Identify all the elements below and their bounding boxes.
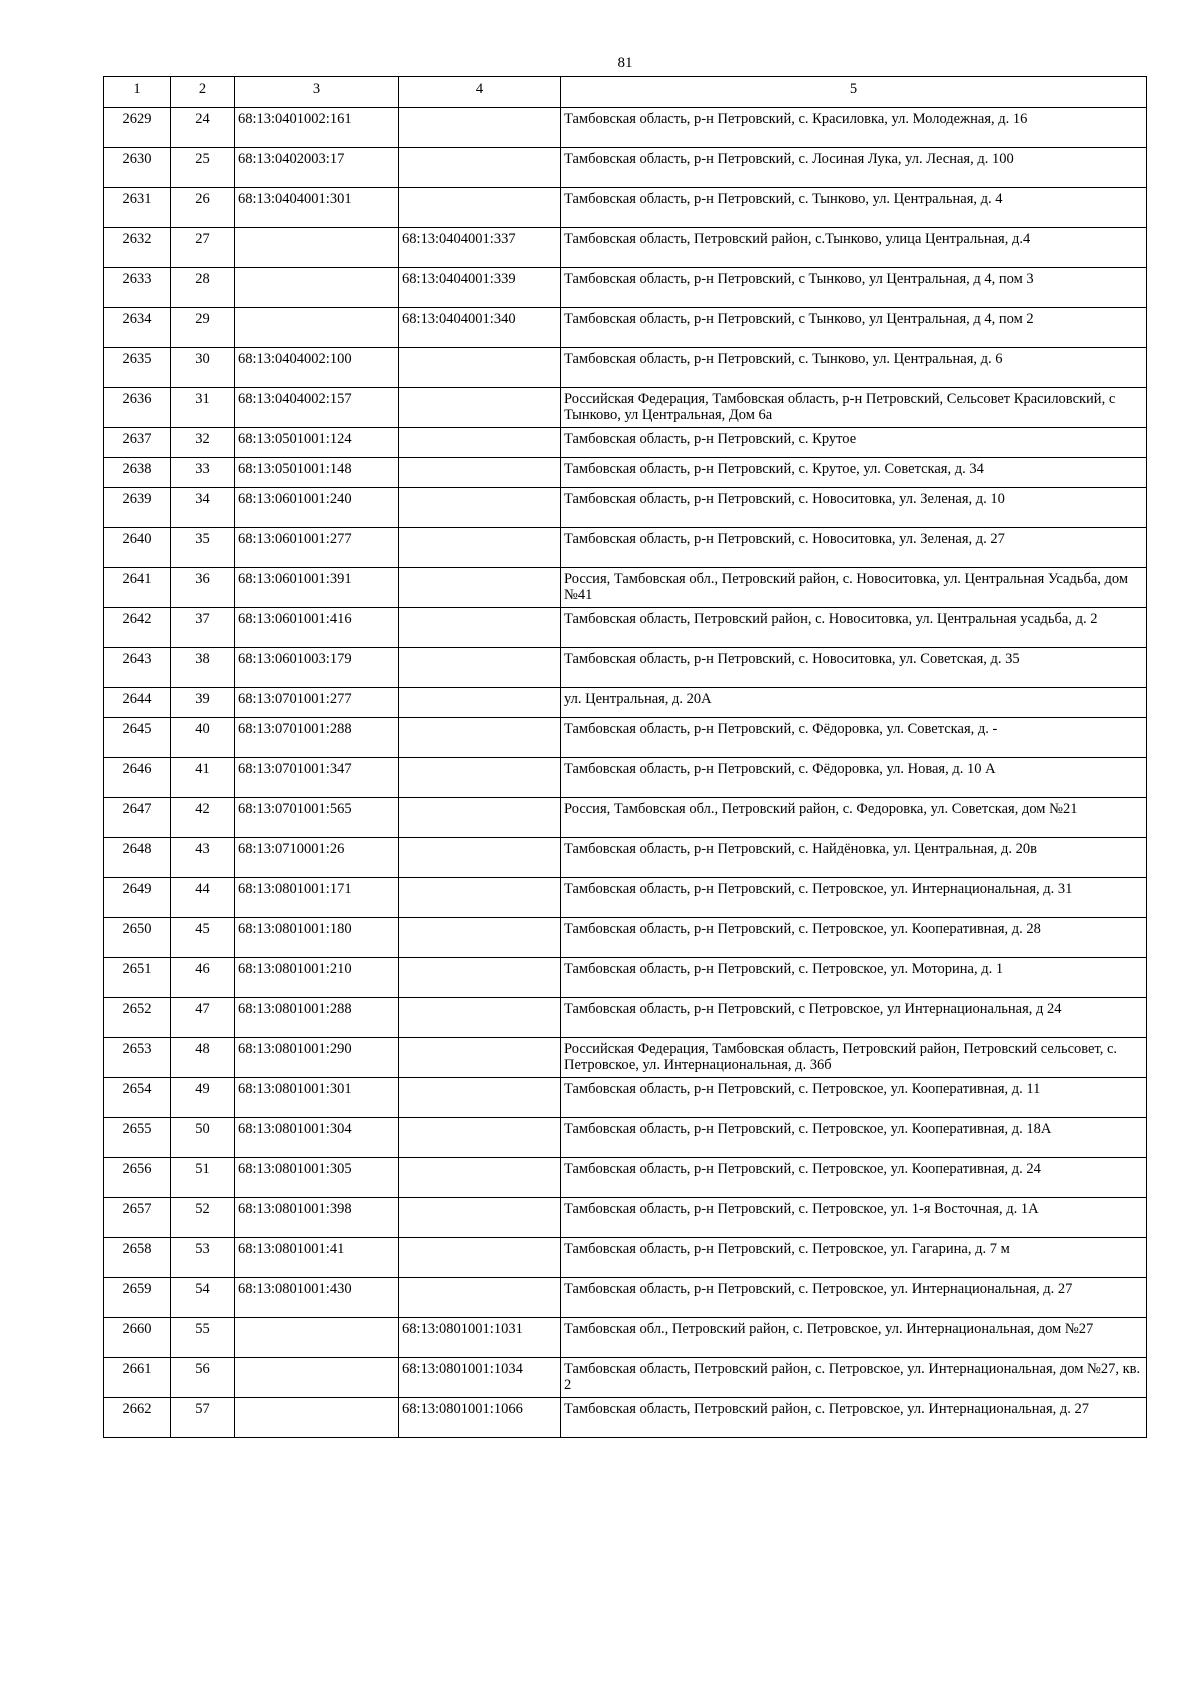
row-number-cell: 2637 bbox=[104, 428, 171, 458]
item-index-cell: 31 bbox=[171, 388, 235, 428]
cadastral-number-cell: 68:13:0404002:100 bbox=[235, 348, 399, 388]
row-number-cell: 2653 bbox=[104, 1038, 171, 1078]
address-cell: ул. Центральная, д. 20А bbox=[561, 688, 1147, 718]
address-cell: Тамбовская область, р-н Петровский, с. Новоситовка, ул. Советская, д. 35 bbox=[561, 648, 1147, 688]
cadastral-number-alt-cell bbox=[399, 1198, 561, 1238]
row-number-cell: 2629 bbox=[104, 108, 171, 148]
item-index-cell: 36 bbox=[171, 568, 235, 608]
row-number-cell: 2647 bbox=[104, 798, 171, 838]
address-cell: Россия, Тамбовская обл., Петровский район, с. Новоситовка, ул. Центральная Усадьба, дом №41 bbox=[561, 568, 1147, 608]
table-row bbox=[104, 718, 1147, 758]
row-number-cell: 2655 bbox=[104, 1118, 171, 1158]
item-index-cell: 33 bbox=[171, 458, 235, 488]
cadastral-number-alt-cell bbox=[399, 1078, 561, 1118]
address-cell: Тамбовская область, Петровский район, с.Тынково, улица Центральная, д.4 bbox=[561, 228, 1147, 268]
row-number-cell: 2643 bbox=[104, 648, 171, 688]
cadastral-number-cell: 68:13:0701001:347 bbox=[235, 758, 399, 798]
header-cell: 2 bbox=[171, 77, 235, 108]
cadastral-number-alt-cell bbox=[399, 918, 561, 958]
row-number-cell: 2657 bbox=[104, 1198, 171, 1238]
item-index-cell: 28 bbox=[171, 268, 235, 308]
cadastral-number-cell bbox=[235, 1318, 399, 1358]
cadastral-number-cell: 68:13:0601001:416 bbox=[235, 608, 399, 648]
registry-table bbox=[103, 76, 1147, 1438]
table-row bbox=[104, 388, 1147, 428]
row-number-cell: 2659 bbox=[104, 1278, 171, 1318]
row-number-cell: 2632 bbox=[104, 228, 171, 268]
item-index-cell: 25 bbox=[171, 148, 235, 188]
address-cell: Тамбовская область, р-н Петровский, с. Петровское, ул. Интернациональная, д. 31 bbox=[561, 878, 1147, 918]
table-row bbox=[104, 798, 1147, 838]
cadastral-number-cell bbox=[235, 1398, 399, 1438]
table-row bbox=[104, 1118, 1147, 1158]
row-number-cell: 2635 bbox=[104, 348, 171, 388]
item-index-cell: 45 bbox=[171, 918, 235, 958]
table-row bbox=[104, 308, 1147, 348]
address-cell: Тамбовская область, р-н Петровский, с. Фёдоровка, ул. Новая, д. 10 А bbox=[561, 758, 1147, 798]
item-index-cell: 38 bbox=[171, 648, 235, 688]
header-cell: 4 bbox=[399, 77, 561, 108]
address-cell: Тамбовская область, р-н Петровский, с. Крутое, ул. Советская, д. 34 bbox=[561, 458, 1147, 488]
cadastral-number-alt-cell bbox=[399, 718, 561, 758]
table-row bbox=[104, 108, 1147, 148]
row-number-cell: 2630 bbox=[104, 148, 171, 188]
cadastral-number-alt-cell: 68:13:0801001:1066 bbox=[399, 1398, 561, 1438]
cadastral-number-cell: 68:13:0710001:26 bbox=[235, 838, 399, 878]
cadastral-number-alt-cell bbox=[399, 878, 561, 918]
address-cell: Тамбовская область, р-н Петровский, с. Крутое bbox=[561, 428, 1147, 458]
item-index-cell: 56 bbox=[171, 1358, 235, 1398]
address-cell: Тамбовская область, р-н Петровский, с. Петровское, ул. Кооперативная, д. 18А bbox=[561, 1118, 1147, 1158]
item-index-cell: 40 bbox=[171, 718, 235, 758]
table-row bbox=[104, 1318, 1147, 1358]
table-row bbox=[104, 488, 1147, 528]
address-cell: Тамбовская область, р-н Петровский, с. Найдёновка, ул. Центральная, д. 20в bbox=[561, 838, 1147, 878]
cadastral-number-alt-cell bbox=[399, 1118, 561, 1158]
address-cell: Тамбовская область, р-н Петровский, с Петровское, ул Интернациональная, д 24 bbox=[561, 998, 1147, 1038]
cadastral-number-alt-cell bbox=[399, 528, 561, 568]
table-row bbox=[104, 1398, 1147, 1438]
row-number-cell: 2639 bbox=[104, 488, 171, 528]
table-body bbox=[104, 108, 1147, 1438]
item-index-cell: 48 bbox=[171, 1038, 235, 1078]
cadastral-number-cell: 68:13:0401002:161 bbox=[235, 108, 399, 148]
table-row bbox=[104, 918, 1147, 958]
row-number-cell: 2640 bbox=[104, 528, 171, 568]
cadastral-number-alt-cell bbox=[399, 1038, 561, 1078]
header-cell: 5 bbox=[561, 77, 1147, 108]
cadastral-number-alt-cell bbox=[399, 958, 561, 998]
item-index-cell: 50 bbox=[171, 1118, 235, 1158]
table-row bbox=[104, 1078, 1147, 1118]
table-row bbox=[104, 608, 1147, 648]
header-cell: 1 bbox=[104, 77, 171, 108]
cadastral-number-alt-cell bbox=[399, 148, 561, 188]
item-index-cell: 42 bbox=[171, 798, 235, 838]
cadastral-number-cell: 68:13:0801001:305 bbox=[235, 1158, 399, 1198]
row-number-cell: 2661 bbox=[104, 1358, 171, 1398]
table-row bbox=[104, 1278, 1147, 1318]
row-number-cell: 2633 bbox=[104, 268, 171, 308]
table-row bbox=[104, 958, 1147, 998]
cadastral-number-cell: 68:13:0601001:277 bbox=[235, 528, 399, 568]
row-number-cell: 2631 bbox=[104, 188, 171, 228]
cadastral-number-cell: 68:13:0701001:288 bbox=[235, 718, 399, 758]
cadastral-number-cell: 68:13:0701001:565 bbox=[235, 798, 399, 838]
cadastral-number-alt-cell bbox=[399, 648, 561, 688]
table-row bbox=[104, 568, 1147, 608]
address-cell: Тамбовская область, р-н Петровский, с. Петровское, ул. Кооперативная, д. 24 bbox=[561, 1158, 1147, 1198]
item-index-cell: 49 bbox=[171, 1078, 235, 1118]
cadastral-number-cell: 68:13:0601001:391 bbox=[235, 568, 399, 608]
address-cell: Тамбовская область, Петровский район, с. Петровское, ул. Интернациональная, дом №27, кв. 2 bbox=[561, 1358, 1147, 1398]
cadastral-number-cell: 68:13:0701001:277 bbox=[235, 688, 399, 718]
item-index-cell: 52 bbox=[171, 1198, 235, 1238]
address-cell: Российская Федерация, Тамбовская область, Петровский район, Петровский сельсовет, с. Петровское, ул. Интернациональная, д. 36б bbox=[561, 1038, 1147, 1078]
address-cell: Тамбовская область, р-н Петровский, с. Петровское, ул. 1-я Восточная, д. 1А bbox=[561, 1198, 1147, 1238]
item-index-cell: 35 bbox=[171, 528, 235, 568]
cadastral-number-alt-cell bbox=[399, 608, 561, 648]
cadastral-number-cell: 68:13:0801001:210 bbox=[235, 958, 399, 998]
cadastral-number-cell: 68:13:0501001:124 bbox=[235, 428, 399, 458]
cadastral-number-cell: 68:13:0801001:398 bbox=[235, 1198, 399, 1238]
cadastral-number-alt-cell bbox=[399, 428, 561, 458]
row-number-cell: 2644 bbox=[104, 688, 171, 718]
item-index-cell: 37 bbox=[171, 608, 235, 648]
cadastral-number-cell: 68:13:0501001:148 bbox=[235, 458, 399, 488]
table-row bbox=[104, 148, 1147, 188]
item-index-cell: 54 bbox=[171, 1278, 235, 1318]
row-number-cell: 2634 bbox=[104, 308, 171, 348]
cadastral-number-cell: 68:13:0801001:171 bbox=[235, 878, 399, 918]
cadastral-number-alt-cell bbox=[399, 1278, 561, 1318]
cadastral-number-alt-cell bbox=[399, 458, 561, 488]
address-cell: Тамбовская область, р-н Петровский, с. Тынково, ул. Центральная, д. 4 bbox=[561, 188, 1147, 228]
cadastral-number-cell: 68:13:0402003:17 bbox=[235, 148, 399, 188]
cadastral-number-alt-cell bbox=[399, 758, 561, 798]
cadastral-number-cell: 68:13:0801001:430 bbox=[235, 1278, 399, 1318]
item-index-cell: 32 bbox=[171, 428, 235, 458]
address-cell: Тамбовская обл., Петровский район, с. Петровское, ул. Интернациональная, дом №27 bbox=[561, 1318, 1147, 1358]
row-number-cell: 2660 bbox=[104, 1318, 171, 1358]
table-row bbox=[104, 1038, 1147, 1078]
row-number-cell: 2645 bbox=[104, 718, 171, 758]
cadastral-number-alt-cell: 68:13:0801001:1034 bbox=[399, 1358, 561, 1398]
table-row bbox=[104, 268, 1147, 308]
cadastral-number-alt-cell: 68:13:0404001:340 bbox=[399, 308, 561, 348]
item-index-cell: 29 bbox=[171, 308, 235, 348]
table-row bbox=[104, 458, 1147, 488]
header-cell: 3 bbox=[235, 77, 399, 108]
address-cell: Тамбовская область, р-н Петровский, с Тынково, ул Центральная, д 4, пом 2 bbox=[561, 308, 1147, 348]
row-number-cell: 2652 bbox=[104, 998, 171, 1038]
item-index-cell: 39 bbox=[171, 688, 235, 718]
cadastral-number-alt-cell bbox=[399, 108, 561, 148]
row-number-cell: 2636 bbox=[104, 388, 171, 428]
address-cell: Тамбовская область, р-н Петровский, с. Петровское, ул. Кооперативная, д. 11 bbox=[561, 1078, 1147, 1118]
table-row bbox=[104, 1198, 1147, 1238]
cadastral-number-alt-cell bbox=[399, 348, 561, 388]
item-index-cell: 44 bbox=[171, 878, 235, 918]
item-index-cell: 41 bbox=[171, 758, 235, 798]
row-number-cell: 2651 bbox=[104, 958, 171, 998]
cadastral-number-alt-cell: 68:13:0404001:337 bbox=[399, 228, 561, 268]
row-number-cell: 2642 bbox=[104, 608, 171, 648]
cadastral-number-alt-cell bbox=[399, 1158, 561, 1198]
table-row bbox=[104, 228, 1147, 268]
cadastral-number-alt-cell: 68:13:0404001:339 bbox=[399, 268, 561, 308]
cadastral-number-cell: 68:13:0801001:288 bbox=[235, 998, 399, 1038]
cadastral-number-alt-cell bbox=[399, 838, 561, 878]
address-cell: Тамбовская область, р-н Петровский, с. Лосиная Лука, ул. Лесная, д. 100 bbox=[561, 148, 1147, 188]
item-index-cell: 24 bbox=[171, 108, 235, 148]
cadastral-number-alt-cell bbox=[399, 488, 561, 528]
table-row bbox=[104, 758, 1147, 798]
table-row bbox=[104, 348, 1147, 388]
table-row bbox=[104, 998, 1147, 1038]
table-row bbox=[104, 1238, 1147, 1278]
row-number-cell: 2650 bbox=[104, 918, 171, 958]
cadastral-number-cell: 68:13:0801001:180 bbox=[235, 918, 399, 958]
address-cell: Тамбовская область, р-н Петровский, с. Фёдоровка, ул. Советская, д. - bbox=[561, 718, 1147, 758]
address-cell: Тамбовская область, р-н Петровский, с. Новоситовка, ул. Зеленая, д. 27 bbox=[561, 528, 1147, 568]
cadastral-number-alt-cell bbox=[399, 998, 561, 1038]
row-number-cell: 2649 bbox=[104, 878, 171, 918]
row-number-cell: 2654 bbox=[104, 1078, 171, 1118]
item-index-cell: 26 bbox=[171, 188, 235, 228]
table-row bbox=[104, 528, 1147, 568]
item-index-cell: 47 bbox=[171, 998, 235, 1038]
item-index-cell: 30 bbox=[171, 348, 235, 388]
cadastral-number-cell: 68:13:0801001:41 bbox=[235, 1238, 399, 1278]
cadastral-number-alt-cell bbox=[399, 388, 561, 428]
cadastral-number-cell bbox=[235, 308, 399, 348]
page-number: 81 bbox=[617, 55, 633, 71]
item-index-cell: 27 bbox=[171, 228, 235, 268]
address-cell: Тамбовская область, р-н Петровский, с. Красиловка, ул. Молодежная, д. 16 bbox=[561, 108, 1147, 148]
row-number-cell: 2658 bbox=[104, 1238, 171, 1278]
item-index-cell: 53 bbox=[171, 1238, 235, 1278]
row-number-cell: 2648 bbox=[104, 838, 171, 878]
address-cell: Тамбовская область, р-н Петровский, с. Петровское, ул. Гагарина, д. 7 м bbox=[561, 1238, 1147, 1278]
table-row bbox=[104, 428, 1147, 458]
address-cell: Тамбовская область, р-н Петровский, с. Петровское, ул. Моторина, д. 1 bbox=[561, 958, 1147, 998]
address-cell: Российская Федерация, Тамбовская область, р-н Петровский, Сельсовет Красиловский, с Тынково, ул Центральная, Дом 6а bbox=[561, 388, 1147, 428]
cadastral-number-cell: 68:13:0601001:240 bbox=[235, 488, 399, 528]
item-index-cell: 43 bbox=[171, 838, 235, 878]
address-cell: Тамбовская область, Петровский район, с. Петровское, ул. Интернациональная, д. 27 bbox=[561, 1398, 1147, 1438]
cadastral-number-cell bbox=[235, 228, 399, 268]
cadastral-number-cell: 68:13:0801001:290 bbox=[235, 1038, 399, 1078]
address-cell: Тамбовская область, р-н Петровский, с. Петровское, ул. Интернациональная, д. 27 bbox=[561, 1278, 1147, 1318]
item-index-cell: 55 bbox=[171, 1318, 235, 1358]
address-cell: Тамбовская область, Петровский район, с. Новоситовка, ул. Центральная усадьба, д. 2 bbox=[561, 608, 1147, 648]
address-cell: Россия, Тамбовская обл., Петровский район, с. Федоровка, ул. Советская, дом №21 bbox=[561, 798, 1147, 838]
address-cell: Тамбовская область, р-н Петровский, с. Новоситовка, ул. Зеленая, д. 10 bbox=[561, 488, 1147, 528]
cadastral-number-alt-cell bbox=[399, 188, 561, 228]
table-row bbox=[104, 1158, 1147, 1198]
table-row bbox=[104, 1358, 1147, 1398]
row-number-cell: 2641 bbox=[104, 568, 171, 608]
cadastral-number-cell: 68:13:0404001:301 bbox=[235, 188, 399, 228]
address-cell: Тамбовская область, р-н Петровский, с. Тынково, ул. Центральная, д. 6 bbox=[561, 348, 1147, 388]
cadastral-number-cell bbox=[235, 1358, 399, 1398]
cadastral-number-cell: 68:13:0404002:157 bbox=[235, 388, 399, 428]
row-number-cell: 2638 bbox=[104, 458, 171, 488]
table-row bbox=[104, 838, 1147, 878]
cadastral-number-cell: 68:13:0601003:179 bbox=[235, 648, 399, 688]
address-cell: Тамбовская область, р-н Петровский, с. Петровское, ул. Кооперативная, д. 28 bbox=[561, 918, 1147, 958]
item-index-cell: 46 bbox=[171, 958, 235, 998]
row-number-cell: 2656 bbox=[104, 1158, 171, 1198]
table-row bbox=[104, 648, 1147, 688]
cadastral-number-alt-cell bbox=[399, 688, 561, 718]
item-index-cell: 57 bbox=[171, 1398, 235, 1438]
table-row bbox=[104, 188, 1147, 228]
cadastral-number-alt-cell bbox=[399, 1238, 561, 1278]
item-index-cell: 34 bbox=[171, 488, 235, 528]
item-index-cell: 51 bbox=[171, 1158, 235, 1198]
cadastral-number-cell: 68:13:0801001:304 bbox=[235, 1118, 399, 1158]
cadastral-number-alt-cell: 68:13:0801001:1031 bbox=[399, 1318, 561, 1358]
row-number-cell: 2646 bbox=[104, 758, 171, 798]
row-number-cell: 2662 bbox=[104, 1398, 171, 1438]
cadastral-number-alt-cell bbox=[399, 568, 561, 608]
address-cell: Тамбовская область, р-н Петровский, с Тынково, ул Центральная, д 4, пом 3 bbox=[561, 268, 1147, 308]
cadastral-number-cell bbox=[235, 268, 399, 308]
table-row bbox=[104, 688, 1147, 718]
cadastral-number-cell: 68:13:0801001:301 bbox=[235, 1078, 399, 1118]
table-row bbox=[104, 878, 1147, 918]
cadastral-number-alt-cell bbox=[399, 798, 561, 838]
header-row bbox=[104, 77, 1147, 108]
